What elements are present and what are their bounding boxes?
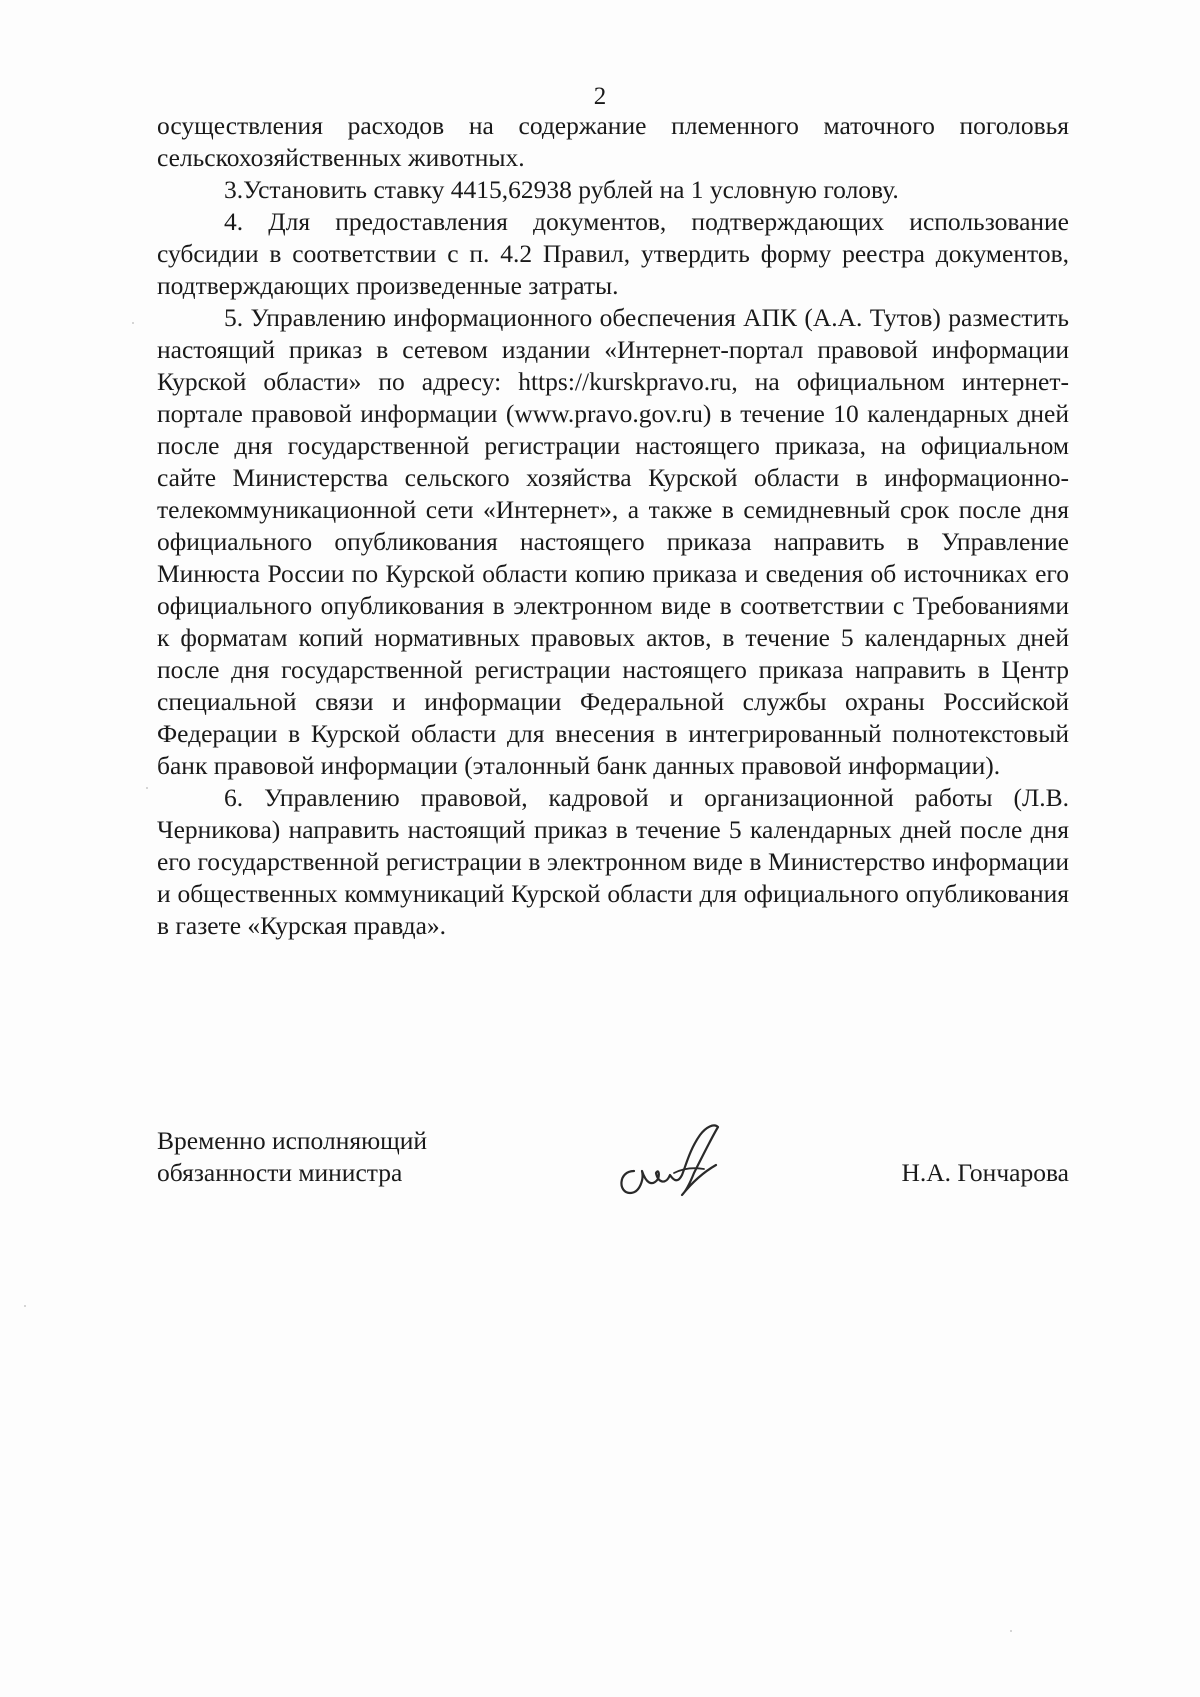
paragraph-item-4: 4. Для предоставления документов, подтверждающих использование субсидии в соответствии с п. 4.2 Правил, утвердить форму реестра документов, подтверждающих произведенные затраты. [157, 207, 1069, 300]
signatory-title [157, 1125, 477, 1189]
scan-speck [24, 1305, 26, 1307]
scan-speck [1010, 1630, 1012, 1632]
document-body [157, 110, 1069, 942]
signature-block [157, 1125, 1069, 1215]
page-number: 2 [593, 83, 607, 110]
signatory-title-line-2: обязанности министра [157, 1158, 403, 1187]
paragraph-item-5: 5. Управлению информационного обеспечения АПК (А.А. Тутов) разместить настоящий приказ в сетевом издании «Интернет-портал правовой информации Курской области» по адресу: https://kurskpravo.ru, на официальном интернет-портале правовой информации (www.pravo.gov.ru) в течение 10 календарных дней после дня государственной регистрации настоящего приказа, на официальном сайте Министерства сельского хозяйства Курской области в информационно-телекоммуникационной сети «Интернет», а также в семидневный срок после дня официального опубликования настоящего приказа направить в Управление Минюста России по Курской области копию приказа и сведения об источниках его официального опубликования в электронном виде в соответствии с Требованиями к форматам копий нормативных правовых актов, в течение 5 календарных дней после дня государственной регистрации настоящего приказа направить в Центр специальной связи и информации Федеральной службы охраны Российской Федерации в Курской области для внесения в интегрированный полнотекстовый банк правовой информации (эталонный банк данных правовой информации). [157, 303, 1069, 780]
scan-speck [146, 787, 148, 789]
paragraph-item-6: 6. Управлению правовой, кадровой и организационной работы (Л.В. Черникова) направить настоящий приказ в течение 5 календарных дней после дня его государственной регистрации в электронном виде в Министерство информации и общественных коммуникаций Курской области для официального опубликования в газете «Курская правда». [157, 783, 1069, 940]
paragraph-item-3: 3.Установить ставку 4415,62938 рублей на 1 условную голову. [224, 175, 899, 204]
handwritten-signature [612, 1113, 742, 1203]
signatory-title-line-1: Временно исполняющий [157, 1126, 428, 1155]
scan-speck [132, 322, 134, 324]
signatory-name: Н.А. Гончарова [901, 1158, 1069, 1187]
paragraph-continuation: осуществления расходов на содержание племенного маточного поголовья сельскохозяйственных животных. [157, 111, 1069, 172]
